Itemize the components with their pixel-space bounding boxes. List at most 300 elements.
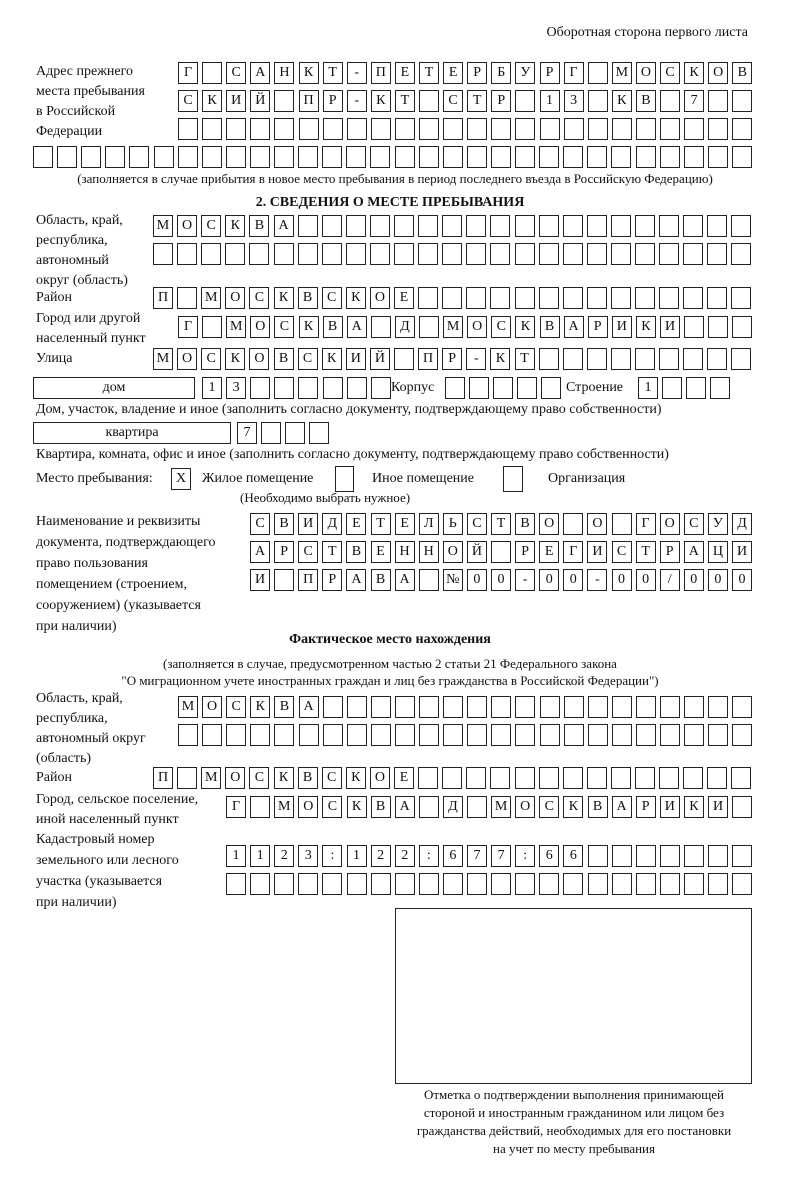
char-cell[interactable]: О: [202, 696, 222, 718]
char-cell[interactable]: В: [371, 569, 391, 591]
char-cell[interactable]: Р: [588, 316, 608, 338]
char-cell[interactable]: [515, 873, 535, 895]
char-cell[interactable]: [467, 724, 487, 746]
char-cell[interactable]: В: [298, 767, 318, 789]
char-cell[interactable]: [611, 348, 631, 370]
char-cell[interactable]: А: [395, 796, 415, 818]
char-cell[interactable]: О: [298, 796, 318, 818]
char-cell[interactable]: О: [225, 767, 245, 789]
char-cell[interactable]: 7: [684, 90, 704, 112]
char-cell[interactable]: [347, 118, 367, 140]
char-cell[interactable]: К: [563, 796, 583, 818]
char-cell[interactable]: 6: [443, 845, 463, 867]
char-cell[interactable]: [443, 146, 463, 168]
char-cell[interactable]: [710, 377, 730, 399]
char-cell[interactable]: 0: [636, 569, 656, 591]
char-cell[interactable]: 2: [395, 845, 415, 867]
char-cell[interactable]: С: [322, 767, 342, 789]
char-cell[interactable]: [419, 90, 439, 112]
char-cell[interactable]: Д: [322, 513, 342, 535]
char-cell[interactable]: А: [347, 316, 367, 338]
char-cell[interactable]: В: [274, 513, 294, 535]
char-cell[interactable]: [467, 796, 487, 818]
char-cell[interactable]: Т: [467, 90, 487, 112]
char-cell[interactable]: [445, 377, 465, 399]
char-cell[interactable]: К: [684, 62, 704, 84]
char-cell[interactable]: 0: [491, 569, 511, 591]
char-cell[interactable]: Г: [564, 62, 584, 84]
char-cell[interactable]: [563, 215, 583, 237]
char-cell[interactable]: [635, 243, 655, 265]
char-cell[interactable]: 1: [226, 845, 246, 867]
char-cell[interactable]: [250, 724, 270, 746]
char-cell[interactable]: [442, 243, 462, 265]
flat-type-field[interactable]: квартира: [33, 422, 231, 444]
char-cell[interactable]: [539, 287, 559, 309]
char-cell[interactable]: К: [347, 796, 367, 818]
char-cell[interactable]: П: [153, 287, 173, 309]
char-cell[interactable]: :: [322, 845, 342, 867]
char-cell[interactable]: [394, 348, 414, 370]
char-cell[interactable]: [515, 90, 535, 112]
char-cell[interactable]: [636, 873, 656, 895]
char-cell[interactable]: В: [540, 316, 560, 338]
char-cell[interactable]: [370, 146, 390, 168]
char-cell[interactable]: [683, 243, 703, 265]
char-cell[interactable]: У: [515, 62, 535, 84]
char-cell[interactable]: [563, 513, 583, 535]
char-cell[interactable]: [469, 377, 489, 399]
char-cell[interactable]: С: [201, 348, 221, 370]
char-cell[interactable]: С: [249, 767, 269, 789]
char-cell[interactable]: К: [636, 316, 656, 338]
char-cell[interactable]: [33, 146, 53, 168]
char-cell[interactable]: Е: [395, 513, 415, 535]
char-cell[interactable]: [635, 215, 655, 237]
char-cell[interactable]: [564, 724, 584, 746]
char-cell[interactable]: [611, 767, 631, 789]
char-cell[interactable]: [154, 146, 174, 168]
char-cell[interactable]: [299, 118, 319, 140]
char-cell[interactable]: -: [347, 90, 367, 112]
char-cell[interactable]: [394, 243, 414, 265]
char-cell[interactable]: [202, 316, 222, 338]
char-cell[interactable]: Г: [178, 316, 198, 338]
char-cell[interactable]: 6: [563, 845, 583, 867]
char-cell[interactable]: [395, 696, 415, 718]
char-cell[interactable]: [660, 90, 680, 112]
char-cell[interactable]: С: [201, 215, 221, 237]
char-cell[interactable]: 0: [732, 569, 752, 591]
char-cell[interactable]: Е: [371, 541, 391, 563]
char-cell[interactable]: 7: [467, 845, 487, 867]
char-cell[interactable]: [732, 696, 752, 718]
char-cell[interactable]: [371, 724, 391, 746]
char-cell[interactable]: В: [249, 215, 269, 237]
char-cell[interactable]: 1: [347, 845, 367, 867]
char-cell[interactable]: Г: [563, 541, 583, 563]
char-cell[interactable]: 1: [540, 90, 560, 112]
char-cell[interactable]: И: [250, 569, 270, 591]
char-cell[interactable]: [491, 118, 511, 140]
char-cell[interactable]: М: [201, 287, 221, 309]
char-cell[interactable]: П: [299, 90, 319, 112]
char-cell[interactable]: [563, 243, 583, 265]
char-cell[interactable]: [202, 118, 222, 140]
char-cell[interactable]: 3: [564, 90, 584, 112]
char-cell[interactable]: [443, 724, 463, 746]
char-cell[interactable]: [540, 696, 560, 718]
char-cell[interactable]: М: [612, 62, 632, 84]
char-cell[interactable]: [588, 696, 608, 718]
char-cell[interactable]: Й: [467, 541, 487, 563]
char-cell[interactable]: [419, 724, 439, 746]
stay-checkbox-other[interactable]: [335, 466, 354, 492]
char-cell[interactable]: П: [298, 569, 318, 591]
char-cell[interactable]: [731, 287, 751, 309]
char-cell[interactable]: [708, 146, 728, 168]
char-cell[interactable]: Г: [226, 796, 246, 818]
char-cell[interactable]: [491, 873, 511, 895]
char-cell[interactable]: А: [250, 62, 270, 84]
char-cell[interactable]: [636, 724, 656, 746]
char-cell[interactable]: [202, 724, 222, 746]
char-cell[interactable]: [371, 873, 391, 895]
char-cell[interactable]: [309, 422, 329, 444]
char-cell[interactable]: М: [201, 767, 221, 789]
char-cell[interactable]: [443, 696, 463, 718]
char-cell[interactable]: К: [322, 348, 342, 370]
char-cell[interactable]: [563, 146, 583, 168]
char-cell[interactable]: 0: [612, 569, 632, 591]
char-cell[interactable]: [660, 146, 680, 168]
char-cell[interactable]: [686, 377, 706, 399]
char-cell[interactable]: [660, 696, 680, 718]
char-cell[interactable]: [347, 873, 367, 895]
char-cell[interactable]: [177, 767, 197, 789]
char-cell[interactable]: [371, 316, 391, 338]
char-cell[interactable]: [346, 215, 366, 237]
char-cell[interactable]: О: [636, 62, 656, 84]
char-cell[interactable]: [129, 146, 149, 168]
char-cell[interactable]: [515, 118, 535, 140]
char-cell[interactable]: [660, 118, 680, 140]
char-cell[interactable]: [684, 696, 704, 718]
char-cell[interactable]: [732, 118, 752, 140]
char-cell[interactable]: [515, 287, 535, 309]
char-cell[interactable]: [418, 215, 438, 237]
char-cell[interactable]: А: [274, 215, 294, 237]
char-cell[interactable]: О: [708, 62, 728, 84]
char-cell[interactable]: Р: [442, 348, 462, 370]
char-cell[interactable]: [371, 118, 391, 140]
char-cell[interactable]: [274, 873, 294, 895]
char-cell[interactable]: [708, 90, 728, 112]
char-cell[interactable]: М: [274, 796, 294, 818]
char-cell[interactable]: К: [346, 287, 366, 309]
char-cell[interactable]: [419, 118, 439, 140]
char-cell[interactable]: С: [249, 287, 269, 309]
char-cell[interactable]: [587, 767, 607, 789]
char-cell[interactable]: [177, 287, 197, 309]
char-cell[interactable]: [731, 215, 751, 237]
char-cell[interactable]: И: [660, 796, 680, 818]
char-cell[interactable]: [659, 243, 679, 265]
char-cell[interactable]: [563, 873, 583, 895]
char-cell[interactable]: Р: [323, 90, 343, 112]
char-cell[interactable]: [659, 287, 679, 309]
char-cell[interactable]: [636, 146, 656, 168]
char-cell[interactable]: [564, 118, 584, 140]
char-cell[interactable]: [636, 696, 656, 718]
char-cell[interactable]: В: [636, 90, 656, 112]
char-cell[interactable]: Н: [419, 541, 439, 563]
char-cell[interactable]: 6: [539, 845, 559, 867]
char-cell[interactable]: И: [732, 541, 752, 563]
char-cell[interactable]: Р: [636, 796, 656, 818]
char-cell[interactable]: И: [346, 348, 366, 370]
char-cell[interactable]: [285, 422, 305, 444]
char-cell[interactable]: Н: [395, 541, 415, 563]
char-cell[interactable]: [731, 767, 751, 789]
char-cell[interactable]: К: [346, 767, 366, 789]
char-cell[interactable]: [226, 873, 246, 895]
char-cell[interactable]: [322, 146, 342, 168]
char-cell[interactable]: И: [708, 796, 728, 818]
char-cell[interactable]: Р: [660, 541, 680, 563]
char-cell[interactable]: [587, 348, 607, 370]
char-cell[interactable]: С: [298, 348, 318, 370]
char-cell[interactable]: [466, 215, 486, 237]
char-cell[interactable]: В: [588, 796, 608, 818]
char-cell[interactable]: О: [660, 513, 680, 535]
char-cell[interactable]: К: [225, 215, 245, 237]
char-cell[interactable]: [539, 873, 559, 895]
char-cell[interactable]: [515, 243, 535, 265]
char-cell[interactable]: Й: [250, 90, 270, 112]
char-cell[interactable]: П: [418, 348, 438, 370]
char-cell[interactable]: [684, 724, 704, 746]
house-type-field[interactable]: дом: [33, 377, 195, 399]
char-cell[interactable]: [395, 724, 415, 746]
char-cell[interactable]: [539, 243, 559, 265]
char-cell[interactable]: О: [225, 287, 245, 309]
char-cell[interactable]: [660, 724, 680, 746]
char-cell[interactable]: [659, 348, 679, 370]
char-cell[interactable]: [588, 873, 608, 895]
char-cell[interactable]: [732, 90, 752, 112]
char-cell[interactable]: Р: [274, 541, 294, 563]
char-cell[interactable]: [491, 541, 511, 563]
char-cell[interactable]: [732, 724, 752, 746]
char-cell[interactable]: [226, 146, 246, 168]
char-cell[interactable]: [395, 118, 415, 140]
char-cell[interactable]: Ц: [708, 541, 728, 563]
char-cell[interactable]: К: [490, 348, 510, 370]
char-cell[interactable]: [660, 845, 680, 867]
char-cell[interactable]: [612, 845, 632, 867]
char-cell[interactable]: [274, 146, 294, 168]
char-cell[interactable]: [659, 215, 679, 237]
char-cell[interactable]: [588, 118, 608, 140]
char-cell[interactable]: [418, 243, 438, 265]
char-cell[interactable]: [178, 118, 198, 140]
char-cell[interactable]: С: [539, 796, 559, 818]
char-cell[interactable]: О: [443, 541, 463, 563]
char-cell[interactable]: Е: [395, 62, 415, 84]
char-cell[interactable]: [539, 215, 559, 237]
char-cell[interactable]: [683, 215, 703, 237]
char-cell[interactable]: С: [491, 316, 511, 338]
char-cell[interactable]: [731, 348, 751, 370]
char-cell[interactable]: Н: [274, 62, 294, 84]
char-cell[interactable]: [588, 62, 608, 84]
char-cell[interactable]: [226, 724, 246, 746]
char-cell[interactable]: [708, 873, 728, 895]
char-cell[interactable]: К: [612, 90, 632, 112]
char-cell[interactable]: 3: [298, 845, 318, 867]
char-cell[interactable]: [250, 146, 270, 168]
char-cell[interactable]: [419, 316, 439, 338]
char-cell[interactable]: [636, 118, 656, 140]
char-cell[interactable]: М: [226, 316, 246, 338]
char-cell[interactable]: 0: [563, 569, 583, 591]
char-cell[interactable]: :: [515, 845, 535, 867]
char-cell[interactable]: [177, 243, 197, 265]
char-cell[interactable]: [708, 724, 728, 746]
char-cell[interactable]: С: [226, 62, 246, 84]
char-cell[interactable]: С: [443, 90, 463, 112]
char-cell[interactable]: [395, 873, 415, 895]
char-cell[interactable]: /: [660, 569, 680, 591]
char-cell[interactable]: [683, 287, 703, 309]
char-cell[interactable]: К: [299, 62, 319, 84]
char-cell[interactable]: [443, 873, 463, 895]
char-cell[interactable]: [732, 873, 752, 895]
char-cell[interactable]: 7: [237, 422, 257, 444]
char-cell[interactable]: [515, 767, 535, 789]
char-cell[interactable]: [662, 377, 682, 399]
char-cell[interactable]: К: [225, 348, 245, 370]
char-cell[interactable]: [539, 767, 559, 789]
char-cell[interactable]: [539, 348, 559, 370]
char-cell[interactable]: И: [226, 90, 246, 112]
char-cell[interactable]: С: [298, 541, 318, 563]
stay-checkbox-residential[interactable]: X: [171, 468, 191, 490]
char-cell[interactable]: [563, 348, 583, 370]
char-cell[interactable]: Т: [419, 62, 439, 84]
char-cell[interactable]: [418, 767, 438, 789]
char-cell[interactable]: 0: [708, 569, 728, 591]
char-cell[interactable]: [153, 243, 173, 265]
char-cell[interactable]: [467, 146, 487, 168]
char-cell[interactable]: [707, 767, 727, 789]
char-cell[interactable]: [587, 243, 607, 265]
char-cell[interactable]: С: [322, 287, 342, 309]
char-cell[interactable]: [394, 215, 414, 237]
char-cell[interactable]: [81, 146, 101, 168]
char-cell[interactable]: Г: [178, 62, 198, 84]
char-cell[interactable]: [274, 90, 294, 112]
char-cell[interactable]: 0: [684, 569, 704, 591]
char-cell[interactable]: Е: [346, 513, 366, 535]
char-cell[interactable]: [588, 90, 608, 112]
char-cell[interactable]: [732, 146, 752, 168]
char-cell[interactable]: О: [177, 348, 197, 370]
char-cell[interactable]: М: [153, 215, 173, 237]
char-cell[interactable]: [708, 316, 728, 338]
char-cell[interactable]: [250, 873, 270, 895]
char-cell[interactable]: [611, 287, 631, 309]
char-cell[interactable]: К: [202, 90, 222, 112]
char-cell[interactable]: [299, 724, 319, 746]
char-cell[interactable]: [659, 767, 679, 789]
char-cell[interactable]: С: [612, 541, 632, 563]
char-cell[interactable]: [323, 724, 343, 746]
char-cell[interactable]: [395, 146, 415, 168]
stay-checkbox-organization[interactable]: [503, 466, 523, 492]
char-cell[interactable]: С: [250, 513, 270, 535]
char-cell[interactable]: [371, 377, 391, 399]
char-cell[interactable]: [274, 569, 294, 591]
char-cell[interactable]: [467, 873, 487, 895]
char-cell[interactable]: О: [467, 316, 487, 338]
char-cell[interactable]: С: [684, 513, 704, 535]
char-cell[interactable]: 7: [491, 845, 511, 867]
char-cell[interactable]: Е: [443, 62, 463, 84]
char-cell[interactable]: [322, 873, 342, 895]
char-cell[interactable]: В: [515, 513, 535, 535]
char-cell[interactable]: В: [323, 316, 343, 338]
char-cell[interactable]: [57, 146, 77, 168]
char-cell[interactable]: М: [153, 348, 173, 370]
char-cell[interactable]: П: [153, 767, 173, 789]
char-cell[interactable]: [347, 724, 367, 746]
char-cell[interactable]: [684, 146, 704, 168]
char-cell[interactable]: [541, 377, 561, 399]
char-cell[interactable]: С: [660, 62, 680, 84]
char-cell[interactable]: №: [443, 569, 463, 591]
char-cell[interactable]: [178, 724, 198, 746]
char-cell[interactable]: О: [515, 796, 535, 818]
char-cell[interactable]: В: [371, 796, 391, 818]
char-cell[interactable]: С: [178, 90, 198, 112]
char-cell[interactable]: [370, 243, 390, 265]
char-cell[interactable]: [250, 377, 270, 399]
char-cell[interactable]: [587, 146, 607, 168]
char-cell[interactable]: И: [587, 541, 607, 563]
char-cell[interactable]: К: [274, 287, 294, 309]
char-cell[interactable]: 1: [202, 377, 222, 399]
char-cell[interactable]: [515, 696, 535, 718]
char-cell[interactable]: [201, 243, 221, 265]
char-cell[interactable]: [515, 146, 535, 168]
char-cell[interactable]: Й: [370, 348, 390, 370]
char-cell[interactable]: [419, 146, 439, 168]
char-cell[interactable]: [611, 243, 631, 265]
char-cell[interactable]: М: [178, 696, 198, 718]
char-cell[interactable]: [491, 146, 511, 168]
char-cell[interactable]: О: [370, 287, 390, 309]
char-cell[interactable]: Ь: [443, 513, 463, 535]
char-cell[interactable]: [707, 287, 727, 309]
char-cell[interactable]: Р: [322, 569, 342, 591]
char-cell[interactable]: В: [274, 696, 294, 718]
char-cell[interactable]: 1: [250, 845, 270, 867]
char-cell[interactable]: Т: [636, 541, 656, 563]
char-cell[interactable]: Е: [394, 287, 414, 309]
char-cell[interactable]: [346, 146, 366, 168]
